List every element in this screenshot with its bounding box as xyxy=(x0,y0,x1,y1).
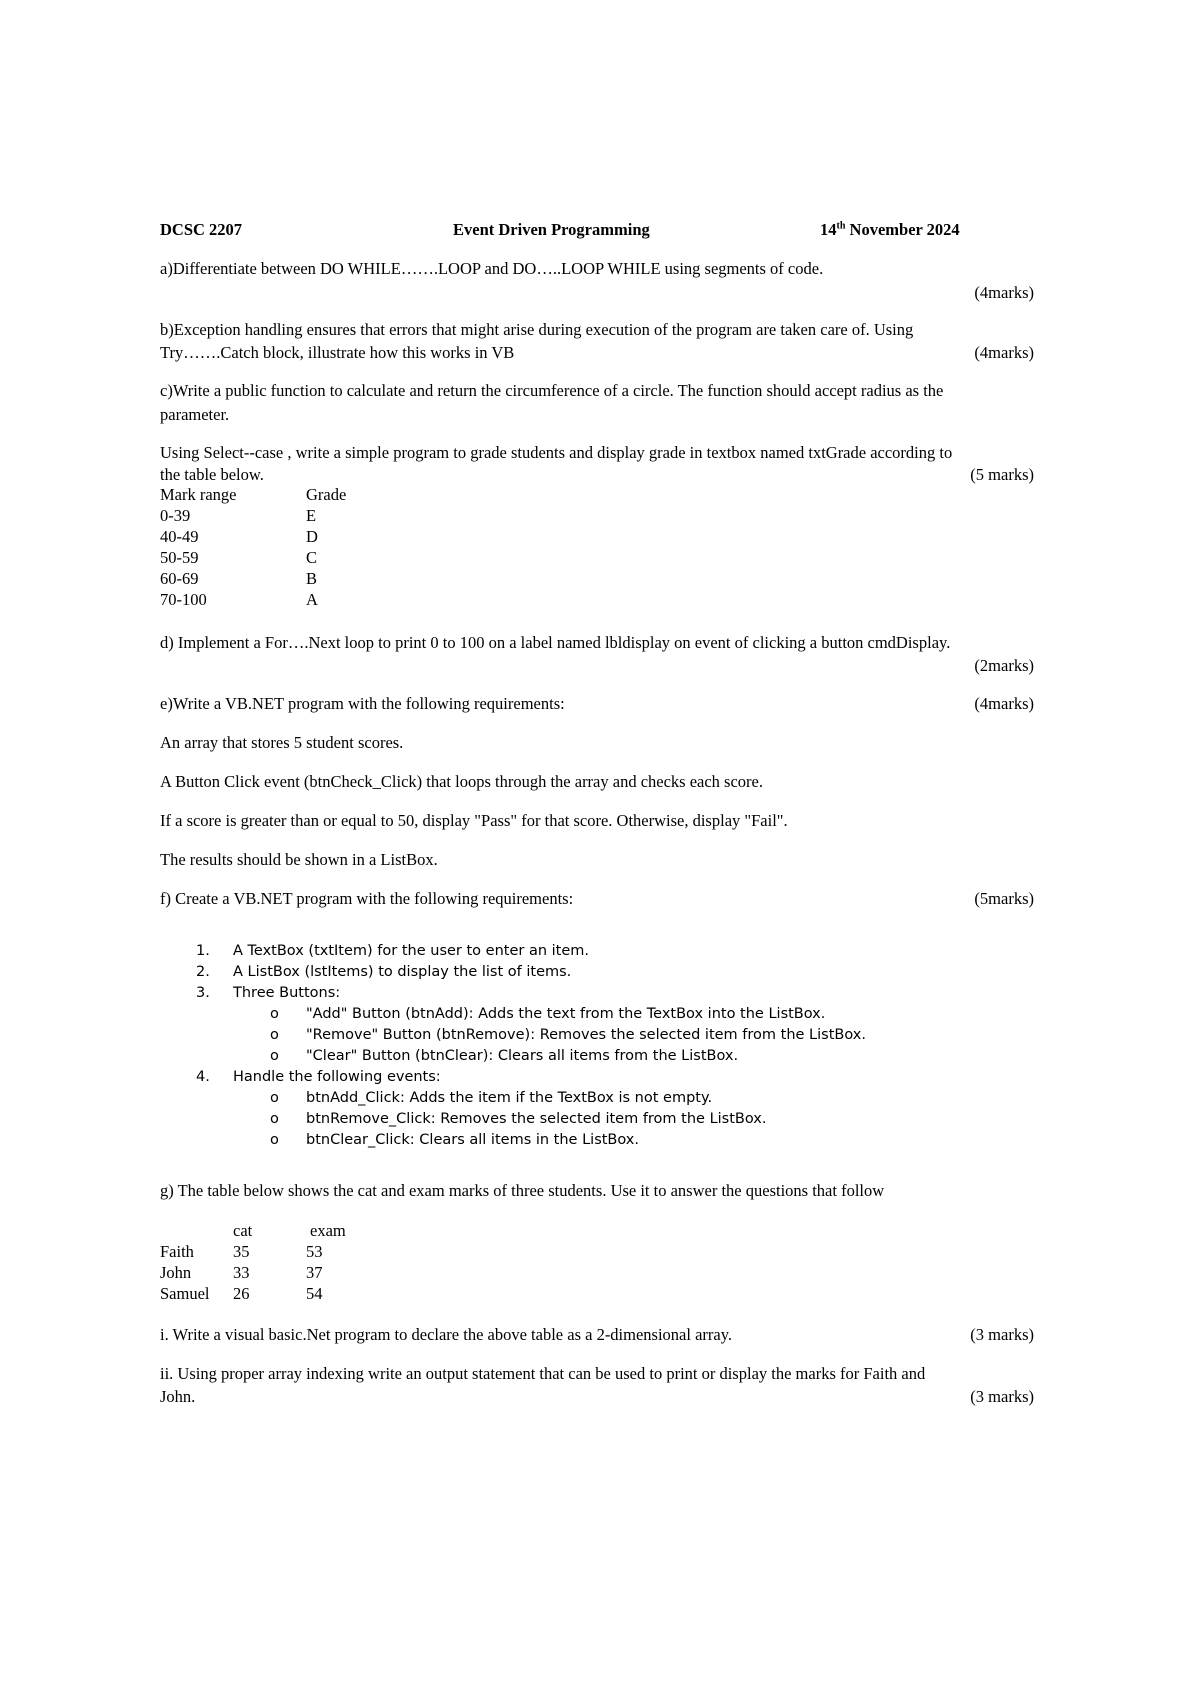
sub-list-item: btnClear_Click: Clears all items in the ListBox. xyxy=(306,1132,639,1148)
cat-mark-cell: 26 xyxy=(233,1284,250,1303)
list-number: 3. xyxy=(196,985,210,1001)
course-code: DCSC 2207 xyxy=(160,220,243,239)
question-f-marks: (5marks) xyxy=(974,889,1034,908)
question-select-marks: (5 marks) xyxy=(970,465,1034,484)
question-select-line2: the table below. xyxy=(160,465,264,484)
question-g-i-marks: (3 marks) xyxy=(970,1325,1034,1344)
exam-mark-cell: 53 xyxy=(306,1242,323,1261)
exam-mark-cell: 54 xyxy=(306,1284,323,1303)
exam-date xyxy=(820,220,960,240)
list-number: 4. xyxy=(196,1069,210,1085)
grade-letter-cell: D xyxy=(306,527,318,546)
grade-letter-cell: C xyxy=(306,548,318,567)
question-e-p3: If a score is greater than or equal to 50, display "Pass" for that score. Otherwise, display "Fail". xyxy=(160,811,788,830)
bullet: o xyxy=(270,1132,279,1148)
bullet: o xyxy=(270,1090,279,1106)
grade-letter-cell: E xyxy=(306,506,317,525)
list-item: A TextBox (txtItem) for the user to enter an item. xyxy=(233,943,589,959)
question-g-ii-line2: John. xyxy=(160,1387,196,1406)
question-a-text: a)Differentiate between DO WHILE…….LOOP and DO…..LOOP WHILE using segments of code. xyxy=(160,259,824,278)
list-item: Three Buttons: xyxy=(233,985,341,1001)
student-name-cell: Samuel xyxy=(160,1284,210,1303)
grade-range-cell: 50-59 xyxy=(160,548,199,567)
grade-letter-cell: A xyxy=(306,590,318,609)
question-e-p4: The results should be shown in a ListBox. xyxy=(160,850,438,869)
grade-range-cell: 60-69 xyxy=(160,569,199,588)
grade-letter-cell: B xyxy=(306,569,318,588)
cat-mark-cell: 33 xyxy=(233,1263,250,1282)
student-name-cell: John xyxy=(160,1263,192,1282)
sub-list-item: btnRemove_Click: Removes the selected item from the ListBox. xyxy=(306,1111,767,1127)
question-f-text: f) Create a VB.NET program with the following requirements: xyxy=(160,889,574,908)
question-g-ii-marks: (3 marks) xyxy=(970,1387,1034,1406)
list-number: 2. xyxy=(196,964,210,980)
sub-list-item: "Add" Button (btnAdd): Adds the text from the TextBox into the ListBox. xyxy=(306,1006,826,1022)
question-g-ii-line1: ii. Using proper array indexing write an output statement that can be used to print or display the marks for Faith and xyxy=(160,1364,926,1383)
question-e-text: e)Write a VB.NET program with the following requirements: xyxy=(160,694,565,713)
student-name-cell: Faith xyxy=(160,1242,194,1261)
sub-list-item: "Remove" Button (btnRemove): Removes the selected item from the ListBox. xyxy=(306,1027,866,1043)
course-title: Event Driven Programming xyxy=(453,220,650,239)
grade-range-cell: 40-49 xyxy=(160,527,199,546)
question-e-marks: (4marks) xyxy=(974,694,1034,713)
question-a-marks: (4marks) xyxy=(974,283,1034,302)
question-select-line1: Using Select--case , write a simple program to grade students and display grade in textbox named txtGrade according to xyxy=(160,443,953,462)
grade-range-cell: 70-100 xyxy=(160,590,207,609)
date-suffix: th xyxy=(836,220,846,232)
bullet: o xyxy=(270,1027,279,1043)
sub-list-item: "Clear" Button (btnClear): Clears all items from the ListBox. xyxy=(306,1048,739,1064)
bullet: o xyxy=(270,1048,279,1064)
sub-list-item: btnAdd_Click: Adds the item if the TextBox is not empty. xyxy=(306,1090,713,1106)
bullet: o xyxy=(270,1006,279,1022)
question-g-text: g) The table below shows the cat and exam marks of three students. Use it to answer the questions that follow xyxy=(160,1181,885,1200)
cat-mark-cell: 35 xyxy=(233,1242,250,1261)
marks-table-header-exam: exam xyxy=(310,1221,346,1240)
date-rest: November 2024 xyxy=(845,220,960,239)
question-c-line2: parameter. xyxy=(160,405,230,424)
question-c-line1: c)Write a public function to calculate and return the circumference of a circle. The function should accept radius as the xyxy=(160,381,944,400)
question-d-marks: (2marks) xyxy=(974,656,1034,675)
list-item: Handle the following events: xyxy=(233,1069,441,1085)
grade-table-header-range: Mark range xyxy=(160,485,237,504)
grade-range-cell: 0-39 xyxy=(160,506,191,525)
exam-mark-cell: 37 xyxy=(306,1263,323,1282)
question-b-line2: Try…….Catch block, illustrate how this works in VB xyxy=(160,343,515,362)
marks-table-header-cat: cat xyxy=(233,1221,253,1240)
question-b-marks: (4marks) xyxy=(974,343,1034,362)
question-g-i-text: i. Write a visual basic.Net program to declare the above table as a 2-dimensional array. xyxy=(160,1325,733,1344)
question-e-p2: A Button Click event (btnCheck_Click) that loops through the array and checks each score. xyxy=(160,772,763,791)
question-b-line1: b)Exception handling ensures that errors that might arise during execution of the program are taken care of. Using xyxy=(160,320,914,339)
list-item: A ListBox (lstItems) to display the list of items. xyxy=(233,964,572,980)
list-number: 1. xyxy=(196,943,210,959)
date-day: 14 xyxy=(820,220,837,239)
bullet: o xyxy=(270,1111,279,1127)
question-d-text: d) Implement a For….Next loop to print 0 to 100 on a label named lbldisplay on event of clicking a button cmdDisplay. xyxy=(160,633,951,652)
question-e-p1: An array that stores 5 student scores. xyxy=(160,733,404,752)
grade-table-header-grade: Grade xyxy=(306,485,347,504)
